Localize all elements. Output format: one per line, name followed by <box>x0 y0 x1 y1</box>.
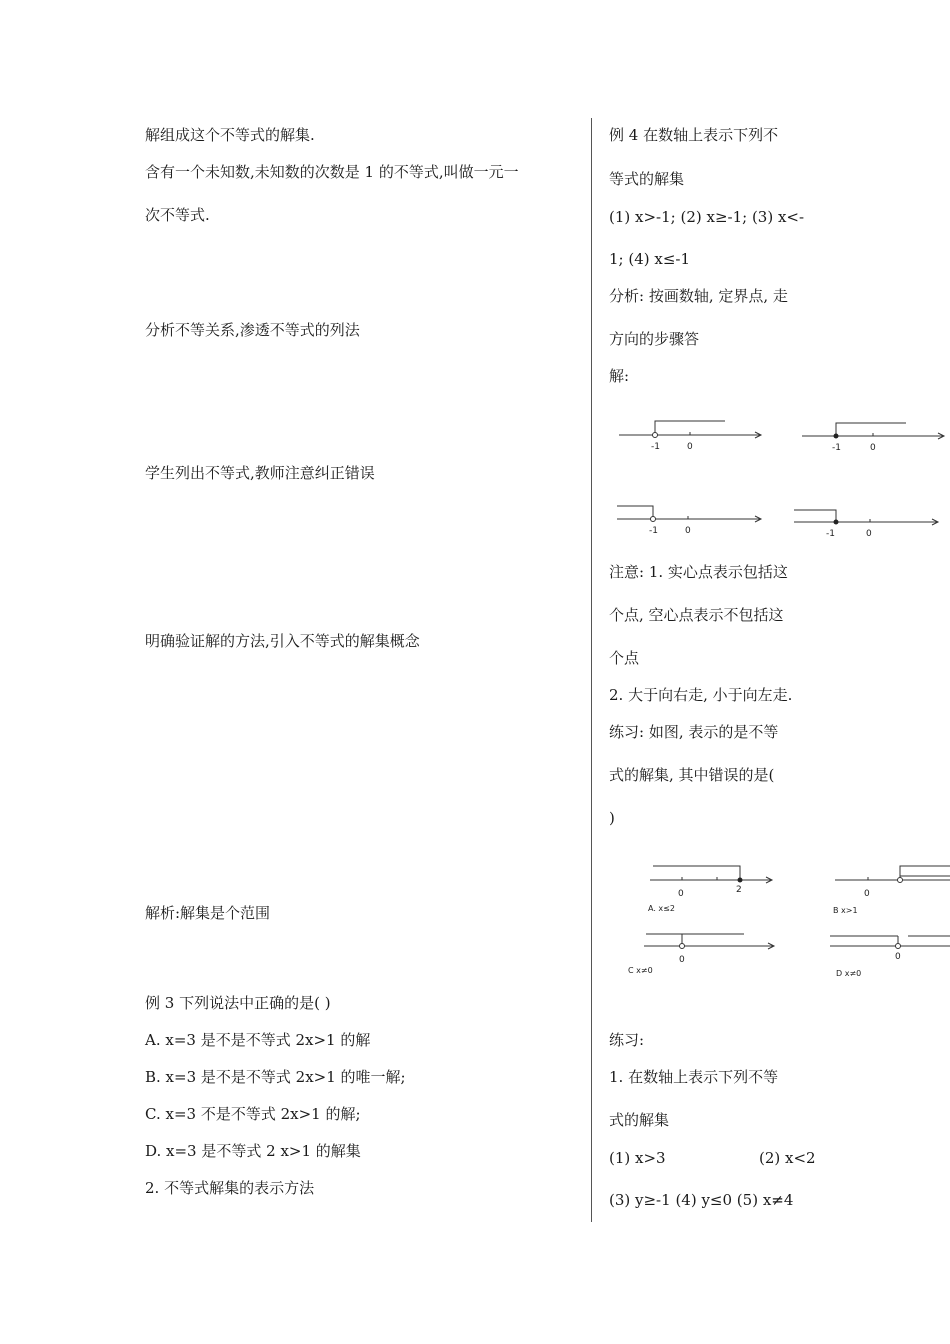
option-d: D. x=3 是不等式 2 x>1 的解集 <box>145 1142 361 1160</box>
text-line: 注意: 1. 实心点表示包括这 <box>609 563 788 581</box>
example-4-heading: 例 4 在数轴上表示下列不 <box>609 126 779 144</box>
text-line: 分析不等关系,渗透不等式的列法 <box>145 321 360 339</box>
text-line: 分析: 按画数轴, 定界点, 走 <box>609 287 788 305</box>
practice-items-3-5: (3) y≥-1 (4) y≤0 (5) x≠4 <box>609 1191 794 1209</box>
tick-label: 0 <box>866 529 872 539</box>
text-line: 个点, 空心点表示不包括这 <box>609 606 784 624</box>
text-line: 个点 <box>609 649 640 667</box>
text-line: ) <box>609 809 615 827</box>
practice-heading: 练习: <box>609 1031 645 1049</box>
text-line: 1. 在数轴上表示下列不等 <box>609 1068 779 1086</box>
tick-label: -1 <box>651 442 660 452</box>
text-line: 等式的解集 <box>609 170 685 188</box>
caption-d: D x≠0 <box>836 969 862 978</box>
text-line: 明确验证解的方法,引入不等式的解集概念 <box>145 632 420 650</box>
number-line-x-gt-minus1 <box>615 415 765 457</box>
number-line-x-lt-minus1 <box>615 500 765 542</box>
text-line: 解: <box>609 367 630 385</box>
tick-label: 0 <box>685 526 691 536</box>
number-line-option-c <box>622 928 782 978</box>
text-line: 方向的步骤答 <box>609 330 700 348</box>
caption-c: C x≠0 <box>628 966 653 975</box>
number-line-option-b <box>830 862 950 917</box>
text-line: 学生列出不等式,教师注意纠正错误 <box>145 464 375 482</box>
tick-label: -1 <box>826 529 835 539</box>
text-line: 1; (4) x≤-1 <box>609 250 691 268</box>
caption-a: A. x≤2 <box>648 904 675 913</box>
text-line: 式的解集 <box>609 1111 670 1129</box>
practice-item-2: (2) x<2 <box>759 1149 816 1167</box>
option-c: C. x=3 不是不等式 2x>1 的解; <box>145 1105 361 1123</box>
text-line: 解析:解集是个范围 <box>145 904 271 922</box>
option-a: A. x=3 是不是不等式 2x>1 的解 <box>145 1031 371 1049</box>
text-line: 式的解集, 其中错误的是( <box>609 766 775 784</box>
tick-label: -1 <box>832 443 841 453</box>
number-line-option-a <box>645 862 780 917</box>
tick-label: 0 <box>895 952 901 962</box>
example-3-heading: 例 3 下列说法中正确的是( ) <box>145 994 331 1012</box>
number-line-x-ge-minus1 <box>798 420 948 460</box>
practice-item-1: (1) x>3 <box>609 1149 666 1167</box>
text-line: 解组成这个不等式的解集. <box>145 126 315 144</box>
text-line: 含有一个未知数,未知数的次数是 1 的不等式,叫做一元一 <box>145 163 519 181</box>
tick-label: 0 <box>870 443 876 453</box>
tick-label: 0 <box>864 889 870 899</box>
option-b: B. x=3 是不是不等式 2x>1 的唯一解; <box>145 1068 406 1086</box>
tick-label: 0 <box>679 955 685 965</box>
tick-label: 2 <box>736 885 742 895</box>
text-line: 次不等式. <box>145 206 210 224</box>
text-line: (1) x>-1; (2) x≥-1; (3) x<- <box>609 208 805 226</box>
caption-b: B x>1 <box>833 906 858 915</box>
tick-label: 0 <box>678 889 684 899</box>
column-divider <box>591 118 592 1222</box>
text-line: 2. 大于向右走, 小于向左走. <box>609 686 793 704</box>
tick-label: 0 <box>687 442 693 452</box>
exercise-heading: 练习: 如图, 表示的是不等 <box>609 723 779 741</box>
number-line-option-d <box>828 928 950 980</box>
tick-label: -1 <box>649 526 658 536</box>
number-line-x-le-minus1 <box>792 505 942 545</box>
section-heading: 2. 不等式解集的表示方法 <box>145 1179 315 1197</box>
